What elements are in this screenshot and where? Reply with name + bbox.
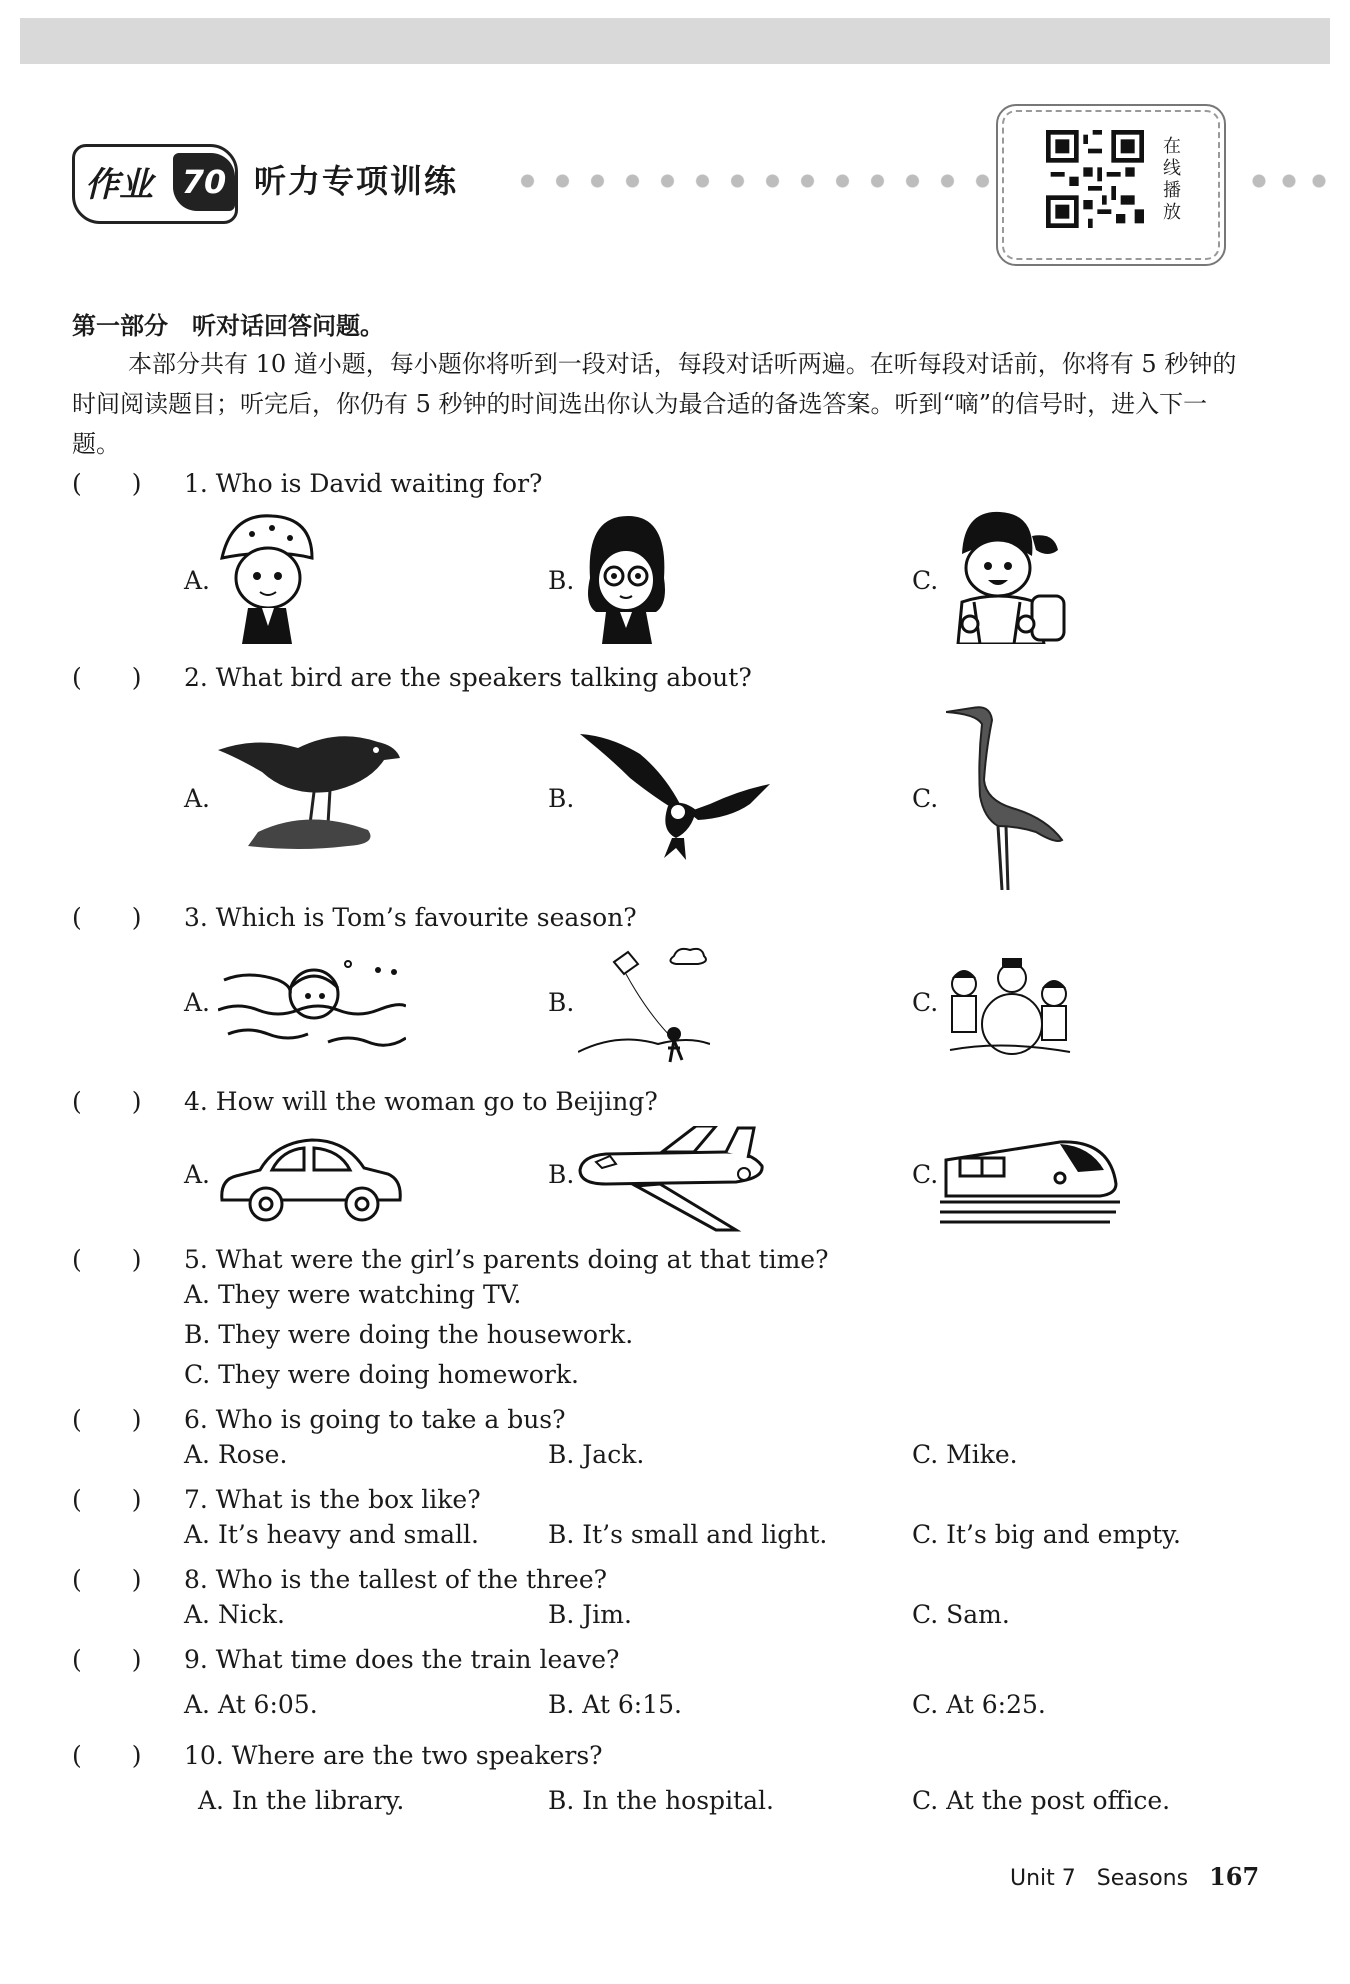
- page-number: 167: [1209, 1862, 1260, 1891]
- question-3: [72, 898, 637, 934]
- answer-blank[interactable]: ( ): [72, 1087, 142, 1116]
- question-text: 5. What were the girl’s parents doing at that time?: [184, 1245, 829, 1274]
- footer-chapter: Seasons: [1096, 1866, 1189, 1891]
- question-10: [72, 1736, 603, 1772]
- swimming-icon: [218, 950, 406, 1058]
- option-b[interactable]: B.: [548, 784, 575, 813]
- question-6: [72, 1400, 566, 1436]
- option-b[interactable]: B. They were doing the housework.: [184, 1320, 634, 1349]
- top-band: [20, 18, 1330, 64]
- answer-blank[interactable]: ( ): [72, 1645, 142, 1674]
- answer-blank[interactable]: ( ): [72, 663, 142, 692]
- question-2: [72, 658, 752, 694]
- option-a[interactable]: A.: [184, 566, 211, 595]
- answer-blank[interactable]: ( ): [72, 1565, 142, 1594]
- option-b[interactable]: B.: [548, 988, 575, 1017]
- answer-blank[interactable]: ( ): [72, 1245, 142, 1274]
- option-a[interactable]: A. It’s heavy and small.: [184, 1520, 479, 1549]
- option-a[interactable]: A.: [184, 1160, 211, 1189]
- airplane-icon: [576, 1126, 766, 1234]
- option-c[interactable]: C.: [912, 566, 939, 595]
- badge-text: 作业: [85, 165, 153, 205]
- question-text: 4. How will the woman go to Beijing?: [184, 1087, 658, 1116]
- train-icon: [940, 1130, 1120, 1226]
- qr-label: 在线播放: [1163, 136, 1181, 223]
- question-text: 10. Where are the two speakers?: [184, 1741, 603, 1770]
- option-a[interactable]: A. They were watching TV.: [184, 1280, 522, 1309]
- option-b[interactable]: B. At 6:15.: [548, 1690, 682, 1719]
- answer-blank[interactable]: ( ): [72, 903, 142, 932]
- option-a[interactable]: A. In the library.: [198, 1786, 405, 1815]
- girl-hat-icon: [212, 508, 322, 644]
- question-text: 1. Who is David waiting for?: [184, 469, 543, 498]
- girl-glasses-icon: [576, 508, 676, 644]
- question-text: 7. What is the box like?: [184, 1485, 481, 1514]
- option-c[interactable]: C. At the post office.: [912, 1786, 1171, 1815]
- option-c[interactable]: C. They were doing homework.: [184, 1360, 579, 1389]
- intro-text: 本部分共有 10 道小题，每小题你将听到一段对话，每段对话听两遍。在听每段对话前，你将有 5 秒钟的时间阅读题目；听完后，你仍有 5 秒钟的时间选出你认为最合适的备选答案。听到“嘀”的信号时，进入下一题。: [72, 350, 1237, 458]
- question-8: [72, 1560, 607, 1596]
- dot-divider-right: [1244, 174, 1334, 188]
- option-b[interactable]: B. In the hospital.: [548, 1786, 774, 1815]
- option-c[interactable]: C.: [912, 1160, 939, 1189]
- question-9: [72, 1640, 619, 1676]
- option-a[interactable]: A. At 6:05.: [184, 1690, 318, 1719]
- question-text: 9. What time does the train leave?: [184, 1645, 620, 1674]
- badge-number: 70: [173, 153, 235, 211]
- option-c[interactable]: C. At 6:25.: [912, 1690, 1046, 1719]
- qr-code-box[interactable]: [996, 104, 1226, 266]
- question-4: [72, 1082, 658, 1118]
- option-a[interactable]: A. Rose.: [184, 1440, 288, 1469]
- answer-blank[interactable]: ( ): [72, 1405, 142, 1434]
- girl-backpack-icon: [940, 506, 1072, 644]
- page-title: 听力专项训练: [254, 162, 459, 200]
- section-title: 第一部分 听对话回答问题。: [72, 312, 384, 340]
- answer-blank[interactable]: ( ): [72, 469, 142, 498]
- answer-blank[interactable]: ( ): [72, 1741, 142, 1770]
- option-c[interactable]: C.: [912, 784, 939, 813]
- option-c[interactable]: C. Sam.: [912, 1600, 1010, 1629]
- option-c[interactable]: C. Mike.: [912, 1440, 1018, 1469]
- eagle-icon: [580, 734, 770, 862]
- answer-blank[interactable]: ( ): [72, 1485, 142, 1514]
- homework-badge: [72, 144, 238, 224]
- question-text: 3. Which is Tom’s favourite season?: [184, 903, 637, 932]
- car-icon: [216, 1130, 406, 1226]
- section-intro: [72, 344, 1252, 464]
- question-5: [72, 1240, 829, 1276]
- dot-divider: [510, 174, 1065, 188]
- option-c[interactable]: C. It’s big and empty.: [912, 1520, 1181, 1549]
- question-text: 2. What bird are the speakers talking about?: [184, 663, 752, 692]
- option-a[interactable]: A.: [184, 784, 211, 813]
- question-text: 8. Who is the tallest of the three?: [184, 1565, 608, 1594]
- option-b[interactable]: B. It’s small and light.: [548, 1520, 828, 1549]
- option-b[interactable]: B.: [548, 566, 575, 595]
- qr-code-icon[interactable]: [1046, 130, 1144, 228]
- option-b[interactable]: B.: [548, 1160, 575, 1189]
- option-a[interactable]: A. Nick.: [184, 1600, 285, 1629]
- question-1: [72, 464, 542, 500]
- crane-icon: [946, 700, 1070, 890]
- option-b[interactable]: B. Jim.: [548, 1600, 632, 1629]
- question-7: [72, 1480, 481, 1516]
- snowman-icon: [942, 954, 1076, 1064]
- sparrow-icon: [218, 728, 400, 852]
- question-text: 6. Who is going to take a bus?: [184, 1405, 566, 1434]
- footer-unit: Unit 7: [1010, 1866, 1076, 1891]
- option-b[interactable]: B. Jack.: [548, 1440, 645, 1469]
- option-a[interactable]: A.: [184, 988, 211, 1017]
- kite-flying-icon: [578, 944, 710, 1068]
- page-footer: [1010, 1862, 1259, 1891]
- option-c[interactable]: C.: [912, 988, 939, 1017]
